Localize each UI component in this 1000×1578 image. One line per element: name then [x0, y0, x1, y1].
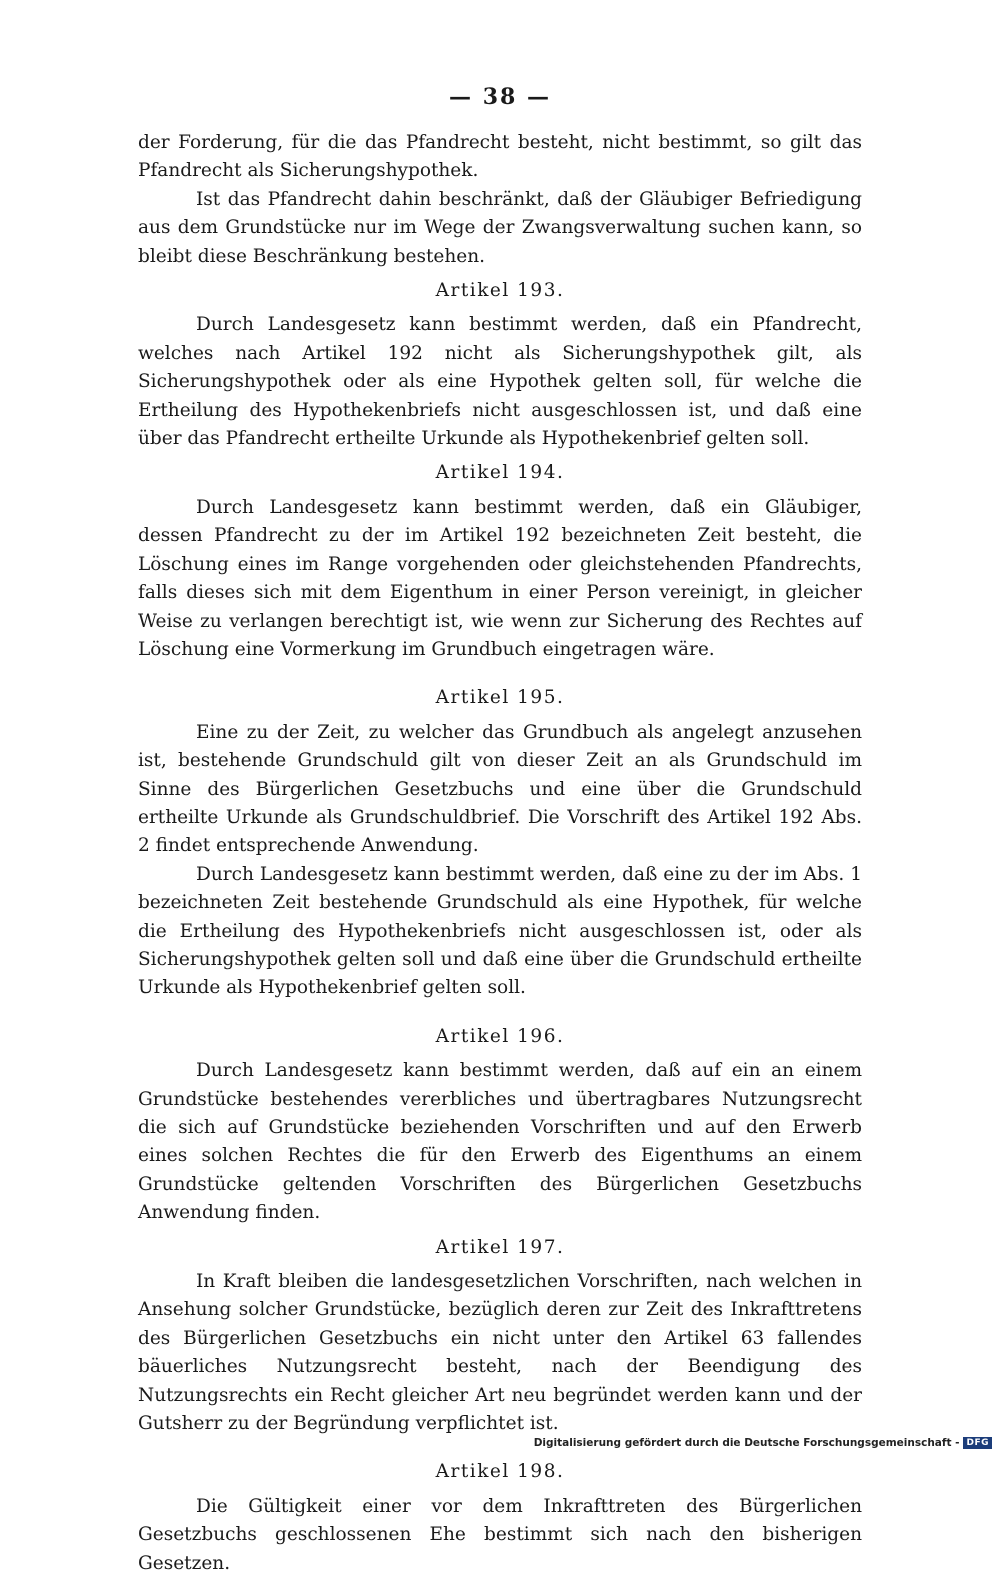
paragraph: Durch Landesgesetz kann bestimmt werden, daß ein Pfandrecht, welches nach Artikel 192 nicht als Sicherungshypothek gilt, als Sicherungshypothek oder als eine Hypothek gelten soll, für welche die Ertheilung des Hypothekenbriefs nicht ausgeschlossen ist, und daß eine über das Pfandrecht ertheilte Urkunde als Hypothekenbrief gelten soll. — [138, 314, 862, 450]
article-heading: Artikel 197. — [435, 1236, 565, 1258]
article-heading: Artikel 195. — [435, 687, 565, 709]
paragraph: Ist das Pfandrecht dahin beschränkt, daß der Gläubiger Befriedigung aus dem Grundstücke nur im Wege der Zwangsverwaltung suchen kann, so bleibt diese Beschränkung bestehen. — [138, 188, 862, 267]
paragraph: Durch Landesgesetz kann bestimmt werden, daß eine zu der im Abs. 1 bezeichneten Zeit bestehende Grundschuld als eine Hypothek, für welche die Ertheilung des Hypothekenbriefs nicht ausgeschlossen ist, oder als Sicherungshypothek gelten soll und daß eine über die Grundschuld ertheilte Urkunde als Hypothekenbrief gelten soll. — [138, 863, 862, 999]
dfg-logo-icon: DFG — [963, 1437, 992, 1449]
paragraph: der Forderung, für die das Pfandrecht besteht, nicht bestimmt, so gilt das Pfandrecht als Sicherungshypothek. — [138, 132, 862, 182]
paragraph: Eine zu der Zeit, zu welcher das Grundbuch als angelegt anzusehen ist, bestehende Grundschuld gilt von dieser Zeit an als Grundschuld im Sinne des Bürgerlichen Gesetzbuchs und eine über die Grundschuld ertheilte Urkunde als Grundschuldbrief. Die Vorschrift des Artikel 192 Abs. 2 findet entsprechende Anwendung. — [138, 721, 862, 857]
article-heading: Artikel 198. — [435, 1461, 565, 1483]
article-heading: Artikel 193. — [435, 280, 565, 302]
paragraph: Durch Landesgesetz kann bestimmt werden, daß ein Gläubiger, dessen Pfandrecht zu der im Artikel 192 bezeichneten Zeit besteht, die Löschung eines im Range vorgehenden oder gleichstehenden Pfandrechts, falls dieses sich mit dem Eigenthum in einer Person vereinigt, in gleicher Weise zu verlangen berechtigt ist, wie wenn zur Sicherung des Rechtes auf Löschung eine Vormerkung im Grundbuch eingetragen wäre. — [138, 496, 862, 660]
document-body — [138, 129, 862, 1578]
digitization-footer — [534, 1437, 992, 1449]
article-heading: Artikel 194. — [435, 462, 565, 484]
article-heading: Artikel 196. — [435, 1025, 565, 1047]
paragraph: In Kraft bleiben die landesgesetzlichen Vorschriften, nach welchen in Ansehung solcher Grundstücke, bezüglich deren zur Zeit des Inkrafttretens des Bürgerlichen Gesetzbuchs ein nicht unter den Artikel 63 fallendes bäuerliches Nutzungsrecht besteht, nach der Beendigung des Nutzungsrechts ein Recht gleicher Art neu begründet werden kann und der Gutsherr zu der Begründung verpflichtet ist. — [138, 1271, 862, 1435]
footer-credit-text: Digitalisierung gefördert durch die Deutsche Forschungsgemeinschaft - — [533, 1437, 960, 1449]
paragraph: Durch Landesgesetz kann bestimmt werden, daß auf ein an einem Grundstücke bestehendes vererbliches und übertragbares Nutzungsrecht die sich auf Grundstücke beziehenden Vorschriften und auf den Erwerb eines solchen Rechtes die für den Erwerb des Eigenthums an einem Grundstücke geltenden Vorschriften des Bürgerlichen Gesetzbuchs Anwendung finden. — [138, 1060, 862, 1224]
page-number: — 38 — — [449, 84, 551, 110]
paragraph: Die Gültigkeit einer vor dem Inkrafttreten des Bürgerlichen Gesetzbuchs geschlossenen Ehe bestimmt sich nach den bisherigen Gesetzen. — [138, 1495, 862, 1574]
